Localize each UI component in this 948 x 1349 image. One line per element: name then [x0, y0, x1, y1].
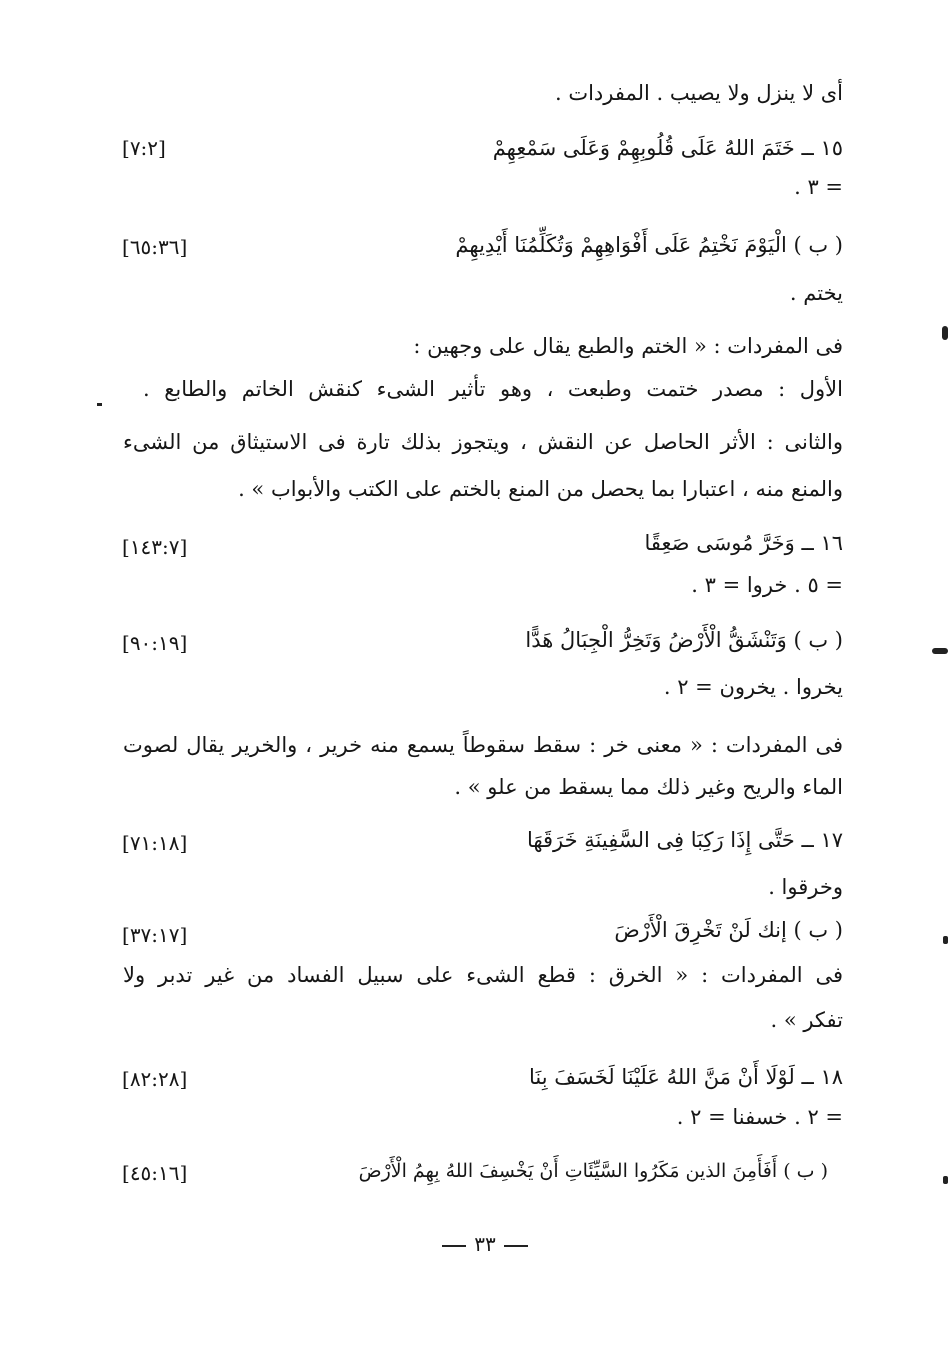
verse-16-b: ( ب ) وَتَنْشَقُّ الْأَرْضُ وَتَخِرُّ الْجِبَالُ هَدًّا	[525, 628, 843, 652]
verse-reference: [٧:٢]	[122, 136, 166, 160]
text-line: = ٢ . خسفنا = ٢ .	[676, 1105, 843, 1129]
commentary-line: فى المفردات : « الختم والطبع يقال على وجهين :	[413, 334, 843, 358]
verse-17: ١٧ ــ حَتَّى إِذَا رَكِبَا فِى السَّفِينَةِ خَرَقَهَا	[526, 828, 843, 852]
commentary-line: فى المفردات : « الخرق : قطع الشىء على سبيل الفساد من غير تدبر ولا	[123, 963, 843, 987]
commentary-line: فى المفردات : « معنى خر : سقط سقوطاً يسمع منه خرير ، والخرير يقال لصوت	[123, 733, 843, 757]
commentary-line: الأول : مصدر ختمت وطبعت ، وهو تأثير الشىء كنقش الخاتم والطابع .	[143, 377, 843, 401]
commentary-line: تفكر » .	[770, 1008, 843, 1032]
verse-reference: [٨٢:٢٨]	[122, 1067, 188, 1091]
scan-mark	[943, 936, 948, 944]
verse-15-b: ( ب ) الْيَوْمَ نَخْتِمُ عَلَى أَفْوَاهِهِمْ وَتُكَلِّمُنَا أَيْدِيهِمْ	[455, 233, 843, 257]
commentary-line: والمنع منه ، اعتبارا بما يحصل من المنع بالختم على الكتب والأبواب » .	[238, 477, 843, 501]
text-line: = ٥ . خروا = ٣ .	[691, 573, 843, 597]
text-line: يخروا . يخرون = ٢ .	[663, 675, 843, 699]
verse-15: ١٥ ــ خَتَمَ اللهُ عَلَى قُلُوبِهِمْ وَعَلَى سَمْعِهِمْ	[492, 136, 843, 160]
text-line: يختم .	[789, 281, 843, 305]
verse-reference: [٣٧:١٧]	[122, 923, 188, 947]
text-line: = ٣ .	[794, 175, 843, 199]
verse-18: ١٨ ــ لَوْلَا أَنْ مَنَّ اللهُ عَلَيْنَا لَخَسَفَ بِنَا	[529, 1065, 843, 1089]
scan-mark	[942, 326, 948, 340]
scan-mark	[943, 1176, 948, 1184]
verse-16: ١٦ ــ وَخَرَّ مُوسَى صَعِقًا	[644, 531, 843, 555]
scan-mark	[97, 403, 102, 406]
scan-mark	[932, 648, 948, 654]
verse-reference: [٧١:١٨]	[122, 831, 188, 855]
page-number: ٣٣	[430, 1232, 540, 1256]
verse-18-b: ( ب ) أَفَأَمِنَ الذين مَكَرُوا السَّيِّئَاتِ أَنْ يَخْسِفَ اللهُ بِهِمُ الْأَرْضَ	[358, 1160, 828, 1182]
verse-17-b: ( ب ) إنك لَنْ تَخْرِقَ الْأَرْضَ	[614, 918, 843, 942]
text-line: وخرقوا .	[768, 875, 843, 899]
verse-reference: [٩٠:١٩]	[122, 631, 188, 655]
commentary-line: الماء والريح وغير ذلك مما يسقط من علو » .	[454, 775, 843, 799]
text-line: أى لا ينزل ولا يصيب . المفردات .	[554, 81, 843, 105]
verse-reference: [١٤٣:٧]	[122, 535, 188, 559]
verse-reference: [٤٥:١٦]	[122, 1161, 188, 1185]
verse-reference: [٦٥:٣٦]	[122, 235, 188, 259]
commentary-line: والثانى : الأثر الحاصل عن النقش ، ويتجوز بذلك تارة فى الاستيثاق من الشىء	[123, 430, 843, 454]
